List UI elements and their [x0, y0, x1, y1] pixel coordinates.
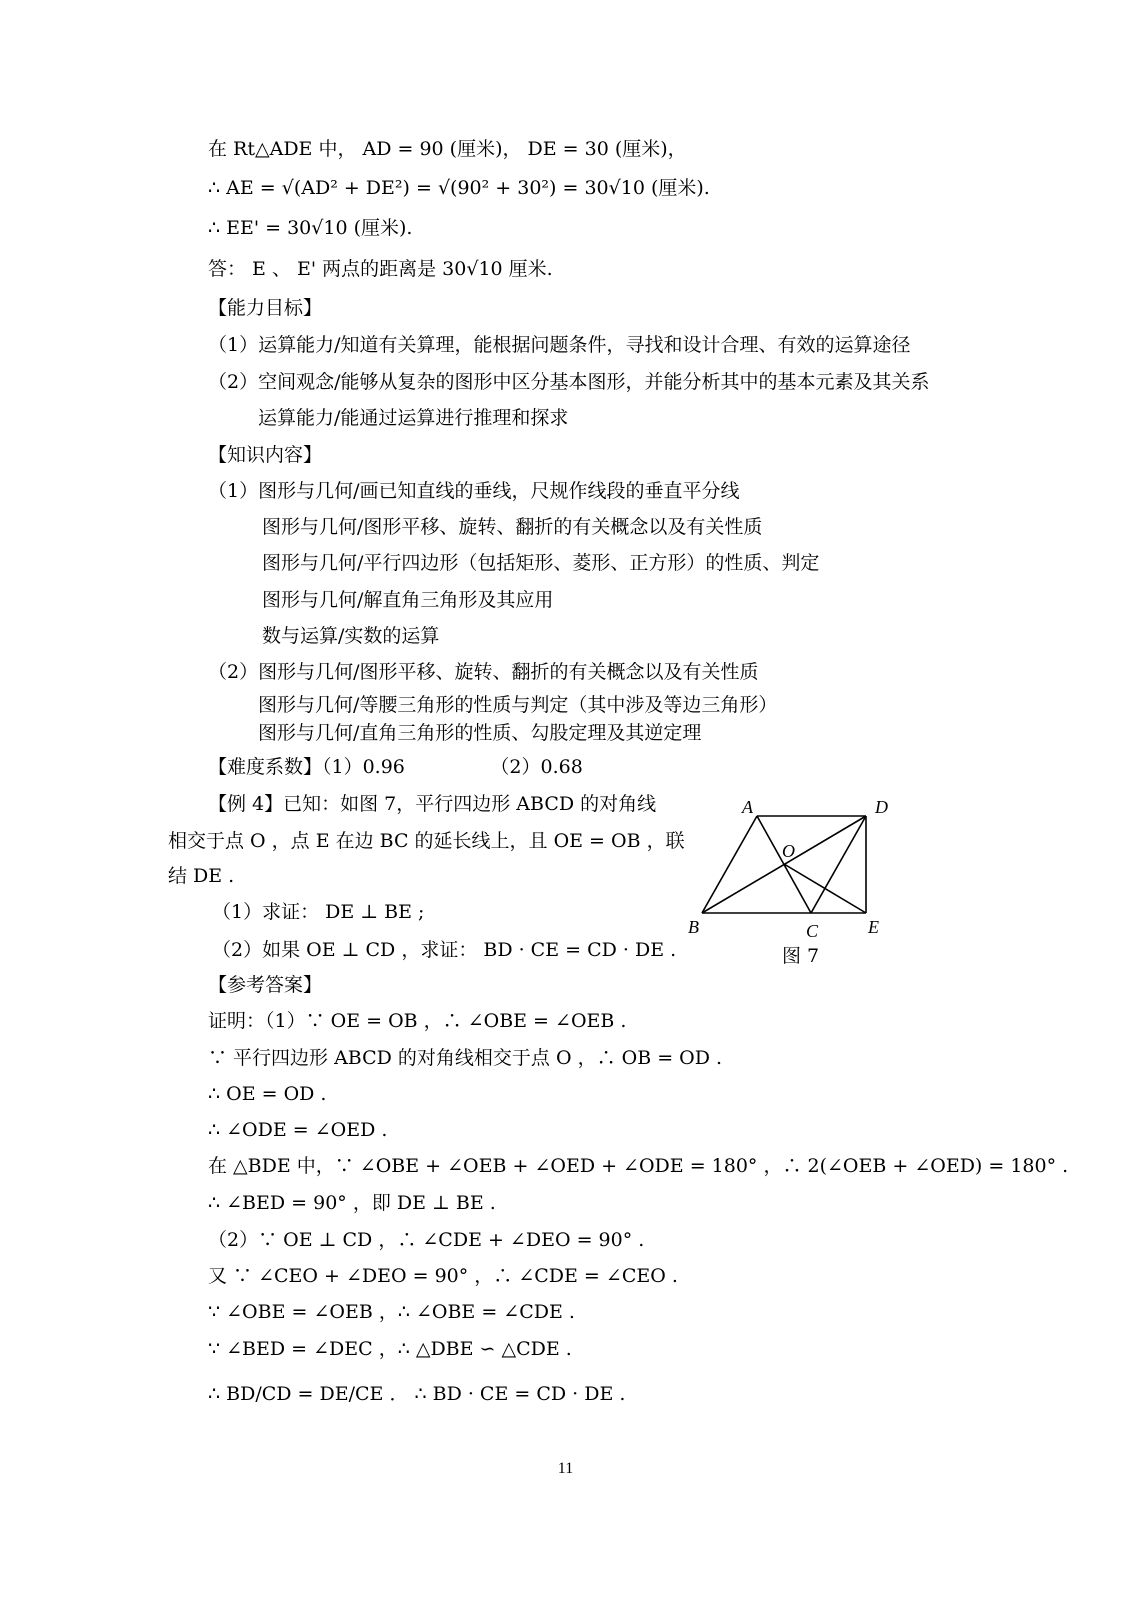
point-label-o: O [782, 841, 795, 861]
figure-caption: 图 7 [782, 945, 820, 967]
point-label-a: A [742, 797, 753, 817]
proof-line-4: ∴ ∠ODE = ∠OED . [208, 1119, 388, 1141]
ability-item-1: （1）运算能力/知道有关算理，能根据问题条件，寻找和设计合理、有效的运算途径 [208, 334, 911, 356]
section-heading-reference: 【参考答案】 [208, 974, 323, 996]
segment-ab [702, 816, 757, 913]
knowledge-item-2c: 图形与几何/直角三角形的性质、勾股定理及其逆定理 [258, 722, 702, 744]
ability-item-2: （2）空间观念/能够从复杂的图形中区分基本图形，并能分析其中的基本元素及其关系 [208, 371, 930, 393]
proof-line-6: ∴ ∠BED = 90° ，即 DE ⊥ BE . [208, 1192, 496, 1214]
proof-line-1: 证明：（1）∵ OE = OB ，∴ ∠OBE = ∠OEB . [208, 1010, 627, 1032]
text-line-answer: 答： E 、 E' 两点的距离是 30√10 厘米. [208, 258, 553, 280]
text-line-ae-calc: ∴ AE = √(AD² + DE²) = √(90² + 30²) = 30√10 (厘米). [208, 177, 710, 199]
knowledge-item-1b: 图形与几何/图形平移、旋转、翻折的有关概念以及有关性质 [262, 516, 763, 538]
example-4-line-3: 结 DE . [168, 865, 235, 887]
knowledge-item-1e: 数与运算/实数的运算 [262, 625, 440, 647]
proof-line-10: ∵ ∠BED = ∠DEC ，∴ △DBE ∽ △CDE . [208, 1338, 572, 1360]
point-label-c: C [806, 921, 819, 941]
knowledge-item-1: （1）图形与几何/画已知直线的垂线，尺规作线段的垂直平分线 [208, 480, 740, 502]
proof-line-9: ∵ ∠OBE = ∠OEB ，∴ ∠OBE = ∠CDE . [208, 1301, 575, 1323]
text-line-ee-prime: ∴ EE' = 30√10 (厘米). [208, 217, 413, 239]
proof-line-5: 在 △BDE 中，∵ ∠OBE + ∠OEB + ∠OED + ∠ODE = 180° ，∴ 2(∠OEB + ∠OED) = 180° . [208, 1155, 1069, 1177]
segment-dc [811, 816, 866, 913]
question-1: （1）求证： DE ⊥ BE ; [212, 901, 425, 923]
question-2: （2）如果 OE ⊥ CD ，求证： BD · CE = CD · DE . [212, 939, 677, 961]
knowledge-item-1c: 图形与几何/平行四边形（包括矩形、菱形、正方形）的性质、判定 [262, 552, 820, 574]
proof-line-7: （2）∵ OE ⊥ CD ，∴ ∠CDE + ∠DEO = 90° . [208, 1229, 645, 1251]
ability-item-2b: 运算能力/能通过运算进行推理和探求 [258, 407, 569, 429]
knowledge-item-1d: 图形与几何/解直角三角形及其应用 [262, 589, 554, 611]
knowledge-item-2: （2）图形与几何/图形平移、旋转、翻折的有关概念以及有关性质 [208, 661, 759, 683]
difficulty-line: 【难度系数】（1）0.96 （2）0.68 [208, 756, 583, 778]
proof-line-11: ∴ BD/CD = DE/CE ． ∴ BD · CE = CD · DE . [208, 1383, 626, 1405]
example-4-line-2: 相交于点 O ，点 E 在边 BC 的延长线上，且 OE = OB ，联 [168, 830, 685, 852]
point-label-b: B [688, 917, 699, 937]
example-4-line-1: 【例 4】已知：如图 7，平行四边形 ABCD 的对角线 [208, 793, 657, 815]
knowledge-item-2b: 图形与几何/等腰三角形的性质与判定（其中涉及等边三角形） [258, 694, 778, 716]
section-heading-knowledge: 【知识内容】 [208, 444, 323, 466]
text-line-rt-ade: 在 Rt△ADE 中， AD = 90 (厘米)， DE = 30 (厘米)， [208, 138, 687, 160]
point-label-d: D [875, 797, 888, 817]
page-number: 11 [557, 1460, 574, 1477]
proof-line-2: ∵ 平行四边形 ABCD 的对角线相交于点 O ，∴ OB = OD . [208, 1047, 723, 1069]
section-heading-ability: 【能力目标】 [208, 297, 323, 319]
proof-line-8: 又 ∵ ∠CEO + ∠DEO = 90° ，∴ ∠CDE = ∠CEO . [208, 1265, 678, 1287]
point-label-e: E [868, 917, 879, 937]
segment-oe [784, 864, 866, 913]
proof-line-3: ∴ OE = OD . [208, 1083, 327, 1105]
